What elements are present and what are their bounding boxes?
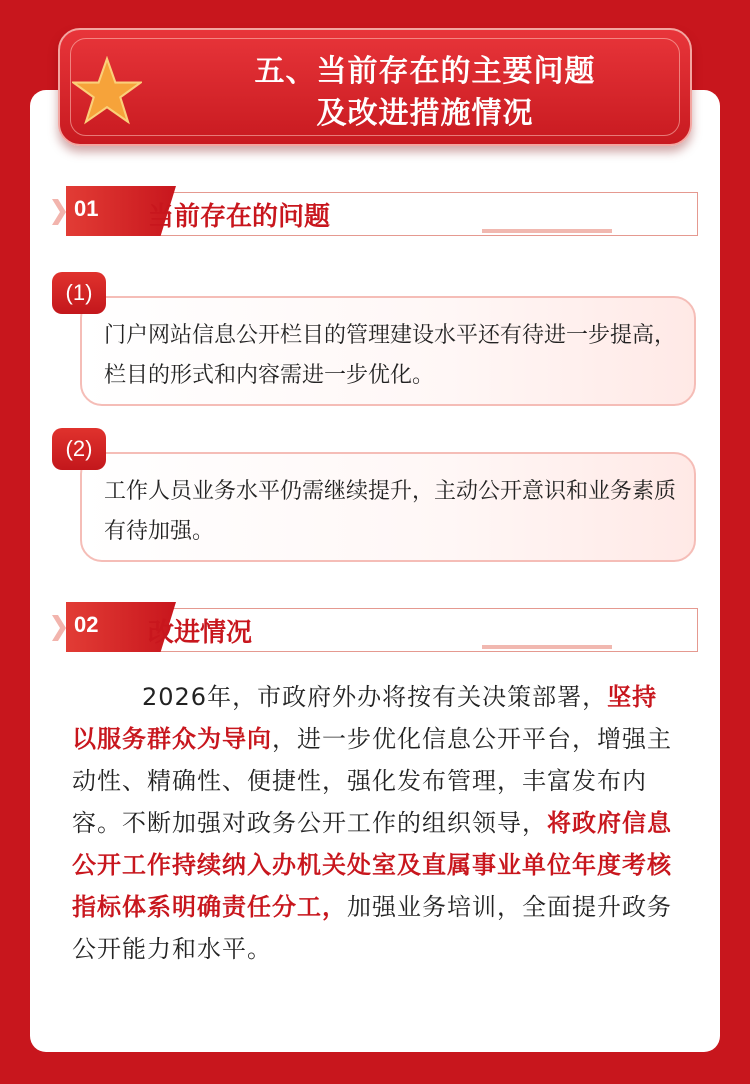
banner-title-line2: 及改进措施情况 [316, 96, 534, 131]
problem-tag: (1) [52, 272, 106, 314]
section-header-improvement [52, 602, 700, 650]
improvement-highlight-1: 坚持以服务群众为导向 [72, 683, 658, 753]
problem-text: 门户网站信息公开栏目的管理建设水平还有待进一步提高，栏目的形式和内容需进一步优化。 [104, 323, 677, 388]
section-title: 当前存在的问题 [148, 202, 331, 232]
problem-text: 工作人员业务水平仍需继续提升，主动公开意识和业务素质有待加强。 [104, 479, 677, 544]
improvement-text-3: 加强业务培训，全面提升政务公开能力和水平。 [72, 893, 672, 963]
chevron-right-icon [52, 199, 66, 225]
problem-item [80, 296, 696, 406]
improvement-text-1: 2026年，市政府外办将按有关决策部署， [142, 683, 608, 711]
improvement-highlight-2: 将政府信息公开工作持续纳入办机关处室及直属事业单位年度考核指标体系明确责任分工， [72, 809, 672, 921]
section-number: 02 [74, 612, 99, 637]
section-title: 改进情况 [148, 618, 253, 648]
improvement-paragraph [72, 676, 682, 970]
problem-item [80, 452, 696, 562]
section-underline [482, 645, 612, 649]
section-number: 01 [74, 196, 99, 221]
section-header-problems [52, 186, 700, 234]
banner-title-line1: 五、当前存在的主要问题 [254, 54, 596, 89]
chevron-right-icon [52, 615, 66, 641]
improvement-text-2: ，进一步优化信息公开平台，增强主动性、精确性、便捷性，强化发布管理，丰富发布内容。不断加强对政务公开工作的组织领导， [72, 725, 672, 837]
section-underline [482, 229, 612, 233]
problem-tag: (2) [52, 428, 106, 470]
